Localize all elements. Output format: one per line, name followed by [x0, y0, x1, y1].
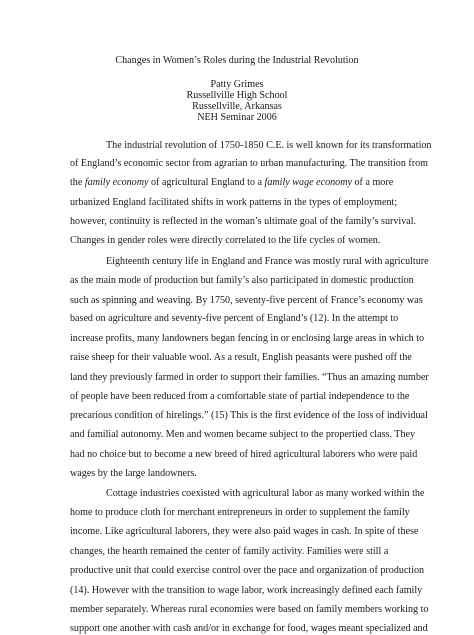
body-line	[70, 623, 428, 635]
text-run: raise sheep for their valuable wool. As a result, English peasants were pushed off the	[70, 352, 412, 363]
body-line	[70, 235, 380, 247]
body-line	[70, 429, 415, 441]
text-run: precarious condition of hirelings.” (15) This is the first evidence of the loss of individual	[70, 410, 428, 421]
text-run: (14). However with the transition to wage labor, work increasingly defined each family	[70, 585, 423, 596]
text-run: productive unit that could exercise control over the pace and organization of production	[70, 565, 425, 576]
body-line	[106, 140, 431, 152]
body-line	[70, 372, 429, 384]
body-line	[70, 275, 414, 287]
text-run: however, continuity is reflected in the woman’s ultimate goal of the family’s survival.	[70, 216, 417, 227]
text-run: The industrial revolution of 1750-1850 C.E. is well known for its transformation	[106, 140, 432, 151]
body-line	[106, 256, 429, 268]
text-run: of people have been reduced from a comfortable state of partial independence to the	[70, 391, 410, 402]
text-run: and familial autonomy. Men and women became subject to the propertied class. They	[70, 429, 416, 440]
text-run: increase profits, many landowners began fencing in or enclosing large areas in which to	[70, 333, 425, 344]
text-run: support one another with cash and/or in exchange for food, wages meant specialized and	[70, 623, 428, 634]
italic-term: family wage economy	[264, 177, 352, 188]
body-line	[70, 391, 409, 403]
school-location: Russellville, Arkansas	[192, 101, 282, 112]
author-name: Patty Grimes	[210, 79, 264, 90]
text-run: income. Like agricultural laborers, they were also paid wages in cash. In spite of these	[70, 526, 419, 537]
text-run: land they previously farmed in order to support their families. “Thus an amazing number	[70, 372, 429, 383]
text-run: as the main mode of production but family’s also participated in domestic production	[70, 275, 414, 286]
text-run: of agricultural England to a	[148, 177, 265, 188]
text-run: wages by the large landowners.	[70, 468, 197, 479]
body-line	[70, 468, 197, 480]
body-line	[70, 295, 423, 307]
body-line	[70, 565, 424, 577]
text-run: had no choice but to become a new breed of hired agricultural laborers who were paid	[70, 449, 418, 460]
school-name: Russellville High School	[186, 90, 288, 101]
text-run: urbanized England facilitated shifts in work patterns in the types of employment;	[70, 197, 398, 208]
text-run: such as spinning and weaving. By 1750, seventy-five percent of France’s economy was	[70, 295, 423, 306]
italic-term: family economy	[84, 177, 149, 188]
text-run: changes, the hearth remained the center of family activity. Families were still a	[70, 546, 389, 557]
body-line	[70, 177, 393, 189]
body-line	[70, 449, 417, 461]
seminar-name: NEH Seminar 2006	[197, 112, 277, 123]
text-run: Cottage industries coexisted with agricultural labor as many worked within the	[106, 488, 425, 499]
text-run: Changes in gender roles were directly correlated to the life cycles of women.	[70, 235, 381, 246]
body-line	[70, 216, 416, 228]
text-run: home to produce cloth for merchant entrepreneurs in order to supplement the family	[70, 507, 410, 518]
body-line	[70, 333, 424, 345]
text-run: the	[70, 177, 85, 188]
text-run: member separately. Whereas rural economies were based on family members working to	[70, 604, 429, 615]
body-line	[70, 526, 418, 538]
body-line	[70, 507, 410, 519]
body-line	[70, 410, 428, 422]
text-run: Eighteenth century life in England and France was mostly rural with agriculture	[106, 256, 429, 267]
body-line	[70, 197, 397, 209]
body-line	[70, 158, 428, 170]
text-run: of a more	[351, 177, 394, 188]
document-title: Changes in Women’s Roles during the Industrial Revolution	[115, 55, 359, 66]
body-line	[70, 604, 428, 616]
body-line	[106, 488, 424, 500]
body-line	[70, 585, 422, 597]
body-line	[70, 546, 388, 558]
text-run: based on agriculture and seventy-five percent of England’s (12). In the attempt to	[70, 313, 399, 324]
text-run: of England’s economic sector from agrarian to urban manufacturing. The transition from	[70, 158, 429, 169]
body-line	[70, 352, 412, 364]
body-line	[70, 313, 398, 325]
